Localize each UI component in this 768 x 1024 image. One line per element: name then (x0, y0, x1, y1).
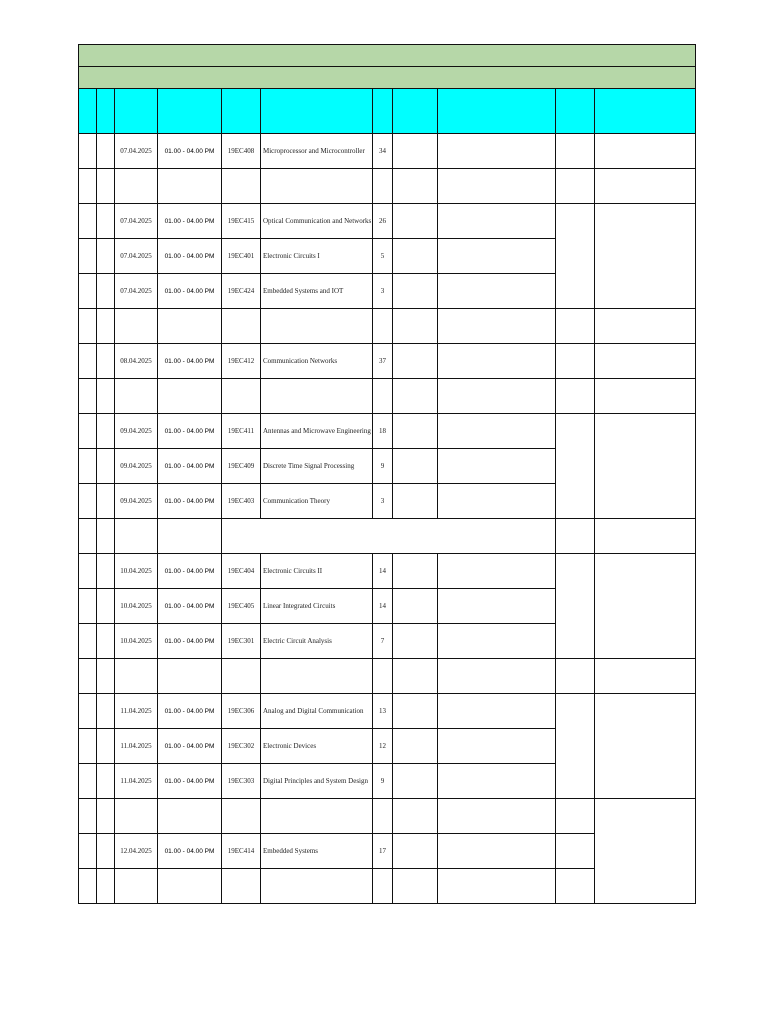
code-cell: 19EC415 (222, 204, 261, 239)
code-cell: 19EC409 (222, 449, 261, 484)
date-cell: 09.04.2025 (115, 484, 158, 519)
count-cell: 18 (373, 414, 393, 449)
blank-cell (97, 694, 115, 729)
subject-cell: Electric Circuit Analysis (261, 624, 373, 659)
blank-cell (261, 379, 373, 414)
table-row (79, 554, 696, 589)
code-cell: 19EC408 (222, 134, 261, 169)
blank-cell (438, 274, 556, 309)
header-cell-8 (393, 89, 438, 134)
time-cell: 01.00 - 04.00 PM (158, 484, 222, 519)
date-cell: 10.04.2025 (115, 589, 158, 624)
blank-cell (97, 834, 115, 869)
blank-cell (373, 799, 393, 834)
blank-cell (261, 169, 373, 204)
blank-cell (393, 764, 438, 799)
blank-cell (261, 309, 373, 344)
date-cell: 11.04.2025 (115, 729, 158, 764)
blank-cell (158, 869, 222, 904)
sno-cell (79, 729, 97, 764)
blank-cell (97, 239, 115, 274)
blank-cell (438, 764, 556, 799)
blank-cell (97, 309, 115, 344)
blank-cell (97, 729, 115, 764)
spacer-row (79, 659, 696, 694)
blank-cell (438, 204, 556, 239)
date-cell: 09.04.2025 (115, 414, 158, 449)
header-cell-3 (115, 89, 158, 134)
blank-cell (261, 799, 373, 834)
sno-cell (79, 134, 97, 169)
blank-cell (556, 169, 595, 204)
blank-cell (97, 519, 115, 554)
blank-cell (438, 449, 556, 484)
merged-cell (556, 694, 595, 799)
blank-cell (393, 134, 438, 169)
count-cell: 34 (373, 134, 393, 169)
sno-cell (79, 694, 97, 729)
blank-cell (97, 484, 115, 519)
blank-cell (222, 379, 261, 414)
blank-cell (373, 869, 393, 904)
sno-cell (79, 449, 97, 484)
blank-cell (438, 869, 556, 904)
blank-cell (595, 519, 696, 554)
merged-cell (595, 799, 696, 904)
blank-cell (222, 309, 261, 344)
blank-cell (556, 134, 595, 169)
blank-cell (115, 659, 158, 694)
blank-cell (393, 869, 438, 904)
blank-cell (393, 694, 438, 729)
code-cell: 19EC306 (222, 694, 261, 729)
title-band-cell (79, 45, 696, 67)
blank-cell (97, 799, 115, 834)
blank-cell (261, 869, 373, 904)
blank-cell (438, 589, 556, 624)
sno-cell (79, 799, 97, 834)
blank-cell (97, 379, 115, 414)
code-cell: 19EC411 (222, 414, 261, 449)
blank-cell (438, 484, 556, 519)
header-cell-11 (595, 89, 696, 134)
code-cell: 19EC405 (222, 589, 261, 624)
blank-cell (556, 869, 595, 904)
header-cell-4 (158, 89, 222, 134)
date-cell: 07.04.2025 (115, 134, 158, 169)
time-cell: 01.00 - 04.00 PM (158, 764, 222, 799)
blank-cell (438, 799, 556, 834)
blank-cell (222, 869, 261, 904)
blank-cell (556, 799, 595, 834)
blank-cell (158, 799, 222, 834)
time-cell: 01.00 - 04.00 PM (158, 414, 222, 449)
time-cell: 01.00 - 04.00 PM (158, 204, 222, 239)
blank-cell (97, 624, 115, 659)
blank-cell (373, 309, 393, 344)
time-cell: 01.00 - 04.00 PM (158, 624, 222, 659)
merged-cell (595, 204, 696, 309)
subject-cell: Communication Networks (261, 344, 373, 379)
header-cell-2 (97, 89, 115, 134)
blank-cell (115, 169, 158, 204)
blank-cell (438, 554, 556, 589)
blank-cell (97, 134, 115, 169)
count-cell: 17 (373, 834, 393, 869)
header-cell-1 (79, 89, 97, 134)
blank-cell (158, 379, 222, 414)
blank-cell (97, 169, 115, 204)
sno-cell (79, 169, 97, 204)
blank-cell (438, 414, 556, 449)
blank-cell (393, 659, 438, 694)
blank-cell (393, 414, 438, 449)
count-cell: 14 (373, 554, 393, 589)
blank-cell (393, 729, 438, 764)
code-cell: 19EC303 (222, 764, 261, 799)
header-cell-10 (556, 89, 595, 134)
table-row (79, 694, 696, 729)
time-cell: 01.00 - 04.00 PM (158, 239, 222, 274)
table-row (79, 204, 696, 239)
header-cell-9 (438, 89, 556, 134)
blank-cell (438, 309, 556, 344)
count-cell: 7 (373, 624, 393, 659)
blank-cell (97, 414, 115, 449)
subject-cell: Microprocessor and Microcontroller (261, 134, 373, 169)
sno-cell (79, 869, 97, 904)
blank-cell (393, 834, 438, 869)
blank-cell (438, 169, 556, 204)
blank-cell (222, 799, 261, 834)
code-cell: 19EC414 (222, 834, 261, 869)
blank-cell (115, 519, 158, 554)
blank-cell (393, 449, 438, 484)
blank-cell (393, 274, 438, 309)
merged-blank-cell (222, 519, 556, 554)
spacer-row (79, 309, 696, 344)
blank-cell (393, 239, 438, 274)
blank-cell (595, 309, 696, 344)
header-cell-5 (222, 89, 261, 134)
blank-cell (222, 659, 261, 694)
merged-cell (595, 694, 696, 799)
count-cell: 13 (373, 694, 393, 729)
blank-cell (595, 379, 696, 414)
subject-cell: Linear Integrated Circuits (261, 589, 373, 624)
blank-cell (393, 379, 438, 414)
blank-cell (97, 274, 115, 309)
date-cell: 09.04.2025 (115, 449, 158, 484)
blank-cell (97, 869, 115, 904)
blank-cell (261, 659, 373, 694)
sno-cell (79, 344, 97, 379)
blank-cell (115, 799, 158, 834)
blank-cell (158, 659, 222, 694)
blank-cell (556, 379, 595, 414)
header-cell-7 (373, 89, 393, 134)
blank-cell (393, 624, 438, 659)
spacer-row (79, 169, 696, 204)
blank-cell (373, 379, 393, 414)
count-cell: 12 (373, 729, 393, 764)
date-cell: 12.04.2025 (115, 834, 158, 869)
subtitle-band-cell (79, 67, 696, 89)
count-cell: 9 (373, 764, 393, 799)
header-row (79, 89, 696, 134)
sno-cell (79, 274, 97, 309)
merged-cell (556, 204, 595, 309)
date-cell: 07.04.2025 (115, 204, 158, 239)
blank-cell (556, 309, 595, 344)
blank-cell (595, 169, 696, 204)
blank-cell (556, 344, 595, 379)
subject-cell: Embedded Systems (261, 834, 373, 869)
sno-cell (79, 204, 97, 239)
blank-cell (97, 554, 115, 589)
spacer-row (79, 799, 696, 834)
date-cell: 07.04.2025 (115, 239, 158, 274)
blank-cell (595, 134, 696, 169)
blank-cell (97, 344, 115, 379)
date-cell: 08.04.2025 (115, 344, 158, 379)
sno-cell (79, 484, 97, 519)
blank-cell (393, 554, 438, 589)
blank-cell (393, 484, 438, 519)
blank-cell (222, 169, 261, 204)
time-cell: 01.00 - 04.00 PM (158, 344, 222, 379)
sno-cell (79, 309, 97, 344)
sno-cell (79, 589, 97, 624)
date-cell: 07.04.2025 (115, 274, 158, 309)
blank-cell (438, 379, 556, 414)
subject-cell: Embedded Systems and IOT (261, 274, 373, 309)
sno-cell (79, 519, 97, 554)
code-cell: 19EC302 (222, 729, 261, 764)
code-cell: 19EC403 (222, 484, 261, 519)
subject-cell: Communication Theory (261, 484, 373, 519)
subject-cell: Electronic Circuits I (261, 239, 373, 274)
blank-cell (438, 729, 556, 764)
sno-cell (79, 834, 97, 869)
blank-cell (115, 379, 158, 414)
blank-cell (595, 344, 696, 379)
time-cell: 01.00 - 04.00 PM (158, 134, 222, 169)
time-cell: 01.00 - 04.00 PM (158, 834, 222, 869)
blank-cell (393, 204, 438, 239)
blank-cell (97, 659, 115, 694)
count-cell: 9 (373, 449, 393, 484)
table-row (79, 414, 696, 449)
blank-cell (595, 659, 696, 694)
blank-cell (158, 169, 222, 204)
time-cell: 01.00 - 04.00 PM (158, 729, 222, 764)
sno-cell (79, 764, 97, 799)
blank-cell (438, 134, 556, 169)
count-cell: 26 (373, 204, 393, 239)
header-cell-6 (261, 89, 373, 134)
merged-cell (595, 554, 696, 659)
exam-schedule-table (78, 44, 696, 904)
sno-cell (79, 659, 97, 694)
code-cell: 19EC301 (222, 624, 261, 659)
date-cell: 11.04.2025 (115, 764, 158, 799)
table-row (79, 344, 696, 379)
sno-cell (79, 239, 97, 274)
sno-cell (79, 624, 97, 659)
time-cell: 01.00 - 04.00 PM (158, 449, 222, 484)
blank-cell (556, 659, 595, 694)
blank-cell (393, 169, 438, 204)
blank-cell (393, 799, 438, 834)
time-cell: 01.00 - 04.00 PM (158, 274, 222, 309)
blank-cell (373, 169, 393, 204)
blank-cell (393, 309, 438, 344)
merged-cell (556, 414, 595, 519)
subject-cell: Antennas and Microwave Engineering (261, 414, 373, 449)
blank-cell (438, 344, 556, 379)
blank-cell (115, 869, 158, 904)
blank-cell (97, 204, 115, 239)
blank-cell (438, 694, 556, 729)
date-cell: 10.04.2025 (115, 554, 158, 589)
sno-cell (79, 379, 97, 414)
time-cell: 01.00 - 04.00 PM (158, 694, 222, 729)
code-cell: 19EC424 (222, 274, 261, 309)
time-cell: 01.00 - 04.00 PM (158, 554, 222, 589)
merged-cell (595, 414, 696, 519)
blank-cell (158, 519, 222, 554)
title-band-row (79, 45, 696, 67)
subject-cell: Electronic Circuits II (261, 554, 373, 589)
blank-cell (556, 834, 595, 869)
sno-cell (79, 414, 97, 449)
subtitle-band-row (79, 67, 696, 89)
count-cell: 3 (373, 484, 393, 519)
date-cell: 10.04.2025 (115, 624, 158, 659)
subject-cell: Discrete Time Signal Processing (261, 449, 373, 484)
code-cell: 19EC401 (222, 239, 261, 274)
subject-cell: Optical Communication and Networks (261, 204, 373, 239)
table-row (79, 134, 696, 169)
blank-cell (438, 624, 556, 659)
spacer-row (79, 519, 696, 554)
code-cell: 19EC404 (222, 554, 261, 589)
blank-cell (393, 589, 438, 624)
subject-cell: Analog and Digital Communication (261, 694, 373, 729)
blank-cell (97, 764, 115, 799)
blank-cell (97, 449, 115, 484)
blank-cell (373, 659, 393, 694)
sno-cell (79, 554, 97, 589)
count-cell: 37 (373, 344, 393, 379)
time-cell: 01.00 - 04.00 PM (158, 589, 222, 624)
subject-cell: Electronic Devices (261, 729, 373, 764)
count-cell: 5 (373, 239, 393, 274)
blank-cell (393, 344, 438, 379)
count-cell: 3 (373, 274, 393, 309)
blank-cell (115, 309, 158, 344)
code-cell: 19EC412 (222, 344, 261, 379)
blank-cell (438, 239, 556, 274)
blank-cell (438, 659, 556, 694)
count-cell: 14 (373, 589, 393, 624)
blank-cell (438, 834, 556, 869)
blank-cell (97, 589, 115, 624)
subject-cell: Digital Principles and System Design (261, 764, 373, 799)
date-cell: 11.04.2025 (115, 694, 158, 729)
blank-cell (556, 519, 595, 554)
spacer-row (79, 379, 696, 414)
blank-cell (158, 309, 222, 344)
merged-cell (556, 554, 595, 659)
